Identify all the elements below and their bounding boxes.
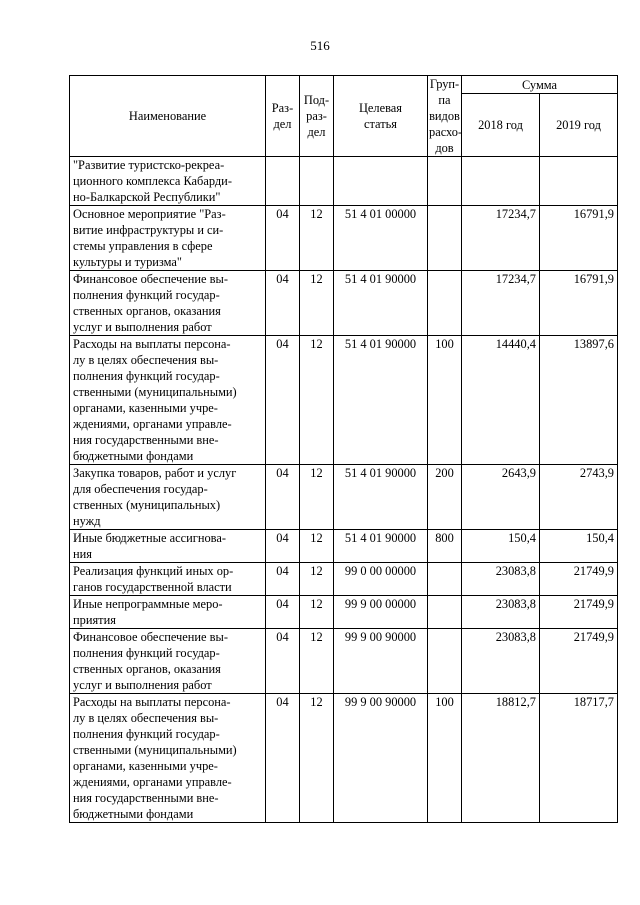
cell-tselevaya: 51 4 01 90000 <box>334 465 428 530</box>
cell-tselevaya: 51 4 01 90000 <box>334 530 428 563</box>
table-row <box>70 563 618 596</box>
cell-2019: 2743,9 <box>540 465 618 530</box>
cell-name: Расходы на выплаты персона- лу в целях обеспечения вы- полнения функций государ- ственными (муниципальными) органами, казенными учре- ждениями, органами управле- ния государственными вне- бюджетными фондами <box>70 694 266 823</box>
table-row <box>70 206 618 271</box>
cell-2018: 23083,8 <box>462 563 540 596</box>
cell-podrazdel <box>300 157 334 206</box>
cell-podrazdel: 12 <box>300 629 334 694</box>
cell-2019: 16791,9 <box>540 206 618 271</box>
cell-2019: 150,4 <box>540 530 618 563</box>
cell-tselevaya: 51 4 01 90000 <box>334 336 428 465</box>
cell-name: "Развитие туристско-рекреа- ционного комплекса Кабарди- но-Балкарской Республики" <box>70 157 266 206</box>
cell-2019: 21749,9 <box>540 563 618 596</box>
table-row <box>70 694 618 823</box>
cell-tselevaya: 99 0 00 00000 <box>334 563 428 596</box>
cell-razdel: 04 <box>266 465 300 530</box>
table-row <box>70 157 618 206</box>
page-number: 516 <box>310 38 330 53</box>
cell-podrazdel: 12 <box>300 563 334 596</box>
cell-name: Иные бюджетные ассигнова- ния <box>70 530 266 563</box>
cell-2019: 18717,7 <box>540 694 618 823</box>
cell-2018: 2643,9 <box>462 465 540 530</box>
header-summa: Сумма <box>462 76 618 94</box>
header-year-2018: 2018 год <box>462 94 540 157</box>
cell-gruppa <box>428 157 462 206</box>
cell-podrazdel: 12 <box>300 596 334 629</box>
table-row <box>70 629 618 694</box>
cell-tselevaya: 99 9 00 90000 <box>334 629 428 694</box>
cell-gruppa <box>428 206 462 271</box>
cell-gruppa <box>428 596 462 629</box>
table-row <box>70 465 618 530</box>
table-row <box>70 336 618 465</box>
cell-gruppa: 100 <box>428 694 462 823</box>
header-razdel: Раз- дел <box>266 76 300 157</box>
cell-gruppa <box>428 271 462 336</box>
cell-razdel: 04 <box>266 629 300 694</box>
cell-razdel: 04 <box>266 596 300 629</box>
cell-2018: 23083,8 <box>462 629 540 694</box>
cell-2018: 18812,7 <box>462 694 540 823</box>
cell-razdel: 04 <box>266 694 300 823</box>
cell-tselevaya: 51 4 01 90000 <box>334 271 428 336</box>
cell-podrazdel: 12 <box>300 271 334 336</box>
table-body <box>70 157 618 823</box>
budget-table <box>69 75 618 823</box>
cell-2019: 13897,6 <box>540 336 618 465</box>
header-tselevaya: Целевая статья <box>334 76 428 157</box>
cell-gruppa: 800 <box>428 530 462 563</box>
cell-2019: 21749,9 <box>540 596 618 629</box>
header-year-2019: 2019 год <box>540 94 618 157</box>
cell-podrazdel: 12 <box>300 465 334 530</box>
cell-razdel: 04 <box>266 563 300 596</box>
table-row <box>70 530 618 563</box>
cell-gruppa: 100 <box>428 336 462 465</box>
header-name: Наименование <box>70 76 266 157</box>
header-podrazdel: Под- раз- дел <box>300 76 334 157</box>
table-header <box>70 76 618 157</box>
header-gruppa: Груп- па видов расхо- дов <box>429 77 463 155</box>
cell-name: Реализация функций иных ор- ганов государственной власти <box>70 563 266 596</box>
cell-2018: 17234,7 <box>462 206 540 271</box>
cell-2018: 14440,4 <box>462 336 540 465</box>
cell-tselevaya: 99 9 00 00000 <box>334 596 428 629</box>
cell-podrazdel: 12 <box>300 694 334 823</box>
cell-razdel: 04 <box>266 271 300 336</box>
cell-name: Финансовое обеспечение вы- полнения функций государ- ственных органов, оказания услуг и выполнения работ <box>70 271 266 336</box>
cell-2018: 23083,8 <box>462 596 540 629</box>
cell-podrazdel: 12 <box>300 206 334 271</box>
cell-razdel: 04 <box>266 530 300 563</box>
cell-razdel: 04 <box>266 336 300 465</box>
cell-2018 <box>462 157 540 206</box>
cell-name: Финансовое обеспечение вы- полнения функций государ- ственных органов, оказания услуг и выполнения работ <box>70 629 266 694</box>
cell-2018: 150,4 <box>462 530 540 563</box>
cell-2019: 16791,9 <box>540 271 618 336</box>
cell-gruppa <box>428 629 462 694</box>
cell-name: Закупка товаров, работ и услуг для обеспечения государ- ственных (муниципальных) нужд <box>70 465 266 530</box>
cell-2019 <box>540 157 618 206</box>
cell-name: Расходы на выплаты персона- лу в целях обеспечения вы- полнения функций государ- ственными (муниципальными) органами, казенными учре- ждениями, органами управле- ния государственными вне- бюджетными фондами <box>70 336 266 465</box>
cell-tselevaya: 99 9 00 90000 <box>334 694 428 823</box>
cell-gruppa: 200 <box>428 465 462 530</box>
cell-tselevaya <box>334 157 428 206</box>
cell-name: Иные непрограммные меро- приятия <box>70 596 266 629</box>
cell-2018: 17234,7 <box>462 271 540 336</box>
table-row <box>70 596 618 629</box>
cell-razdel <box>266 157 300 206</box>
cell-podrazdel: 12 <box>300 530 334 563</box>
cell-gruppa <box>428 563 462 596</box>
cell-razdel: 04 <box>266 206 300 271</box>
table-row <box>70 271 618 336</box>
cell-2019: 21749,9 <box>540 629 618 694</box>
cell-tselevaya: 51 4 01 00000 <box>334 206 428 271</box>
cell-name: Основное мероприятие "Раз- витие инфраструктуры и си- стемы управления в сфере культуры и туризма" <box>70 206 266 271</box>
cell-podrazdel: 12 <box>300 336 334 465</box>
